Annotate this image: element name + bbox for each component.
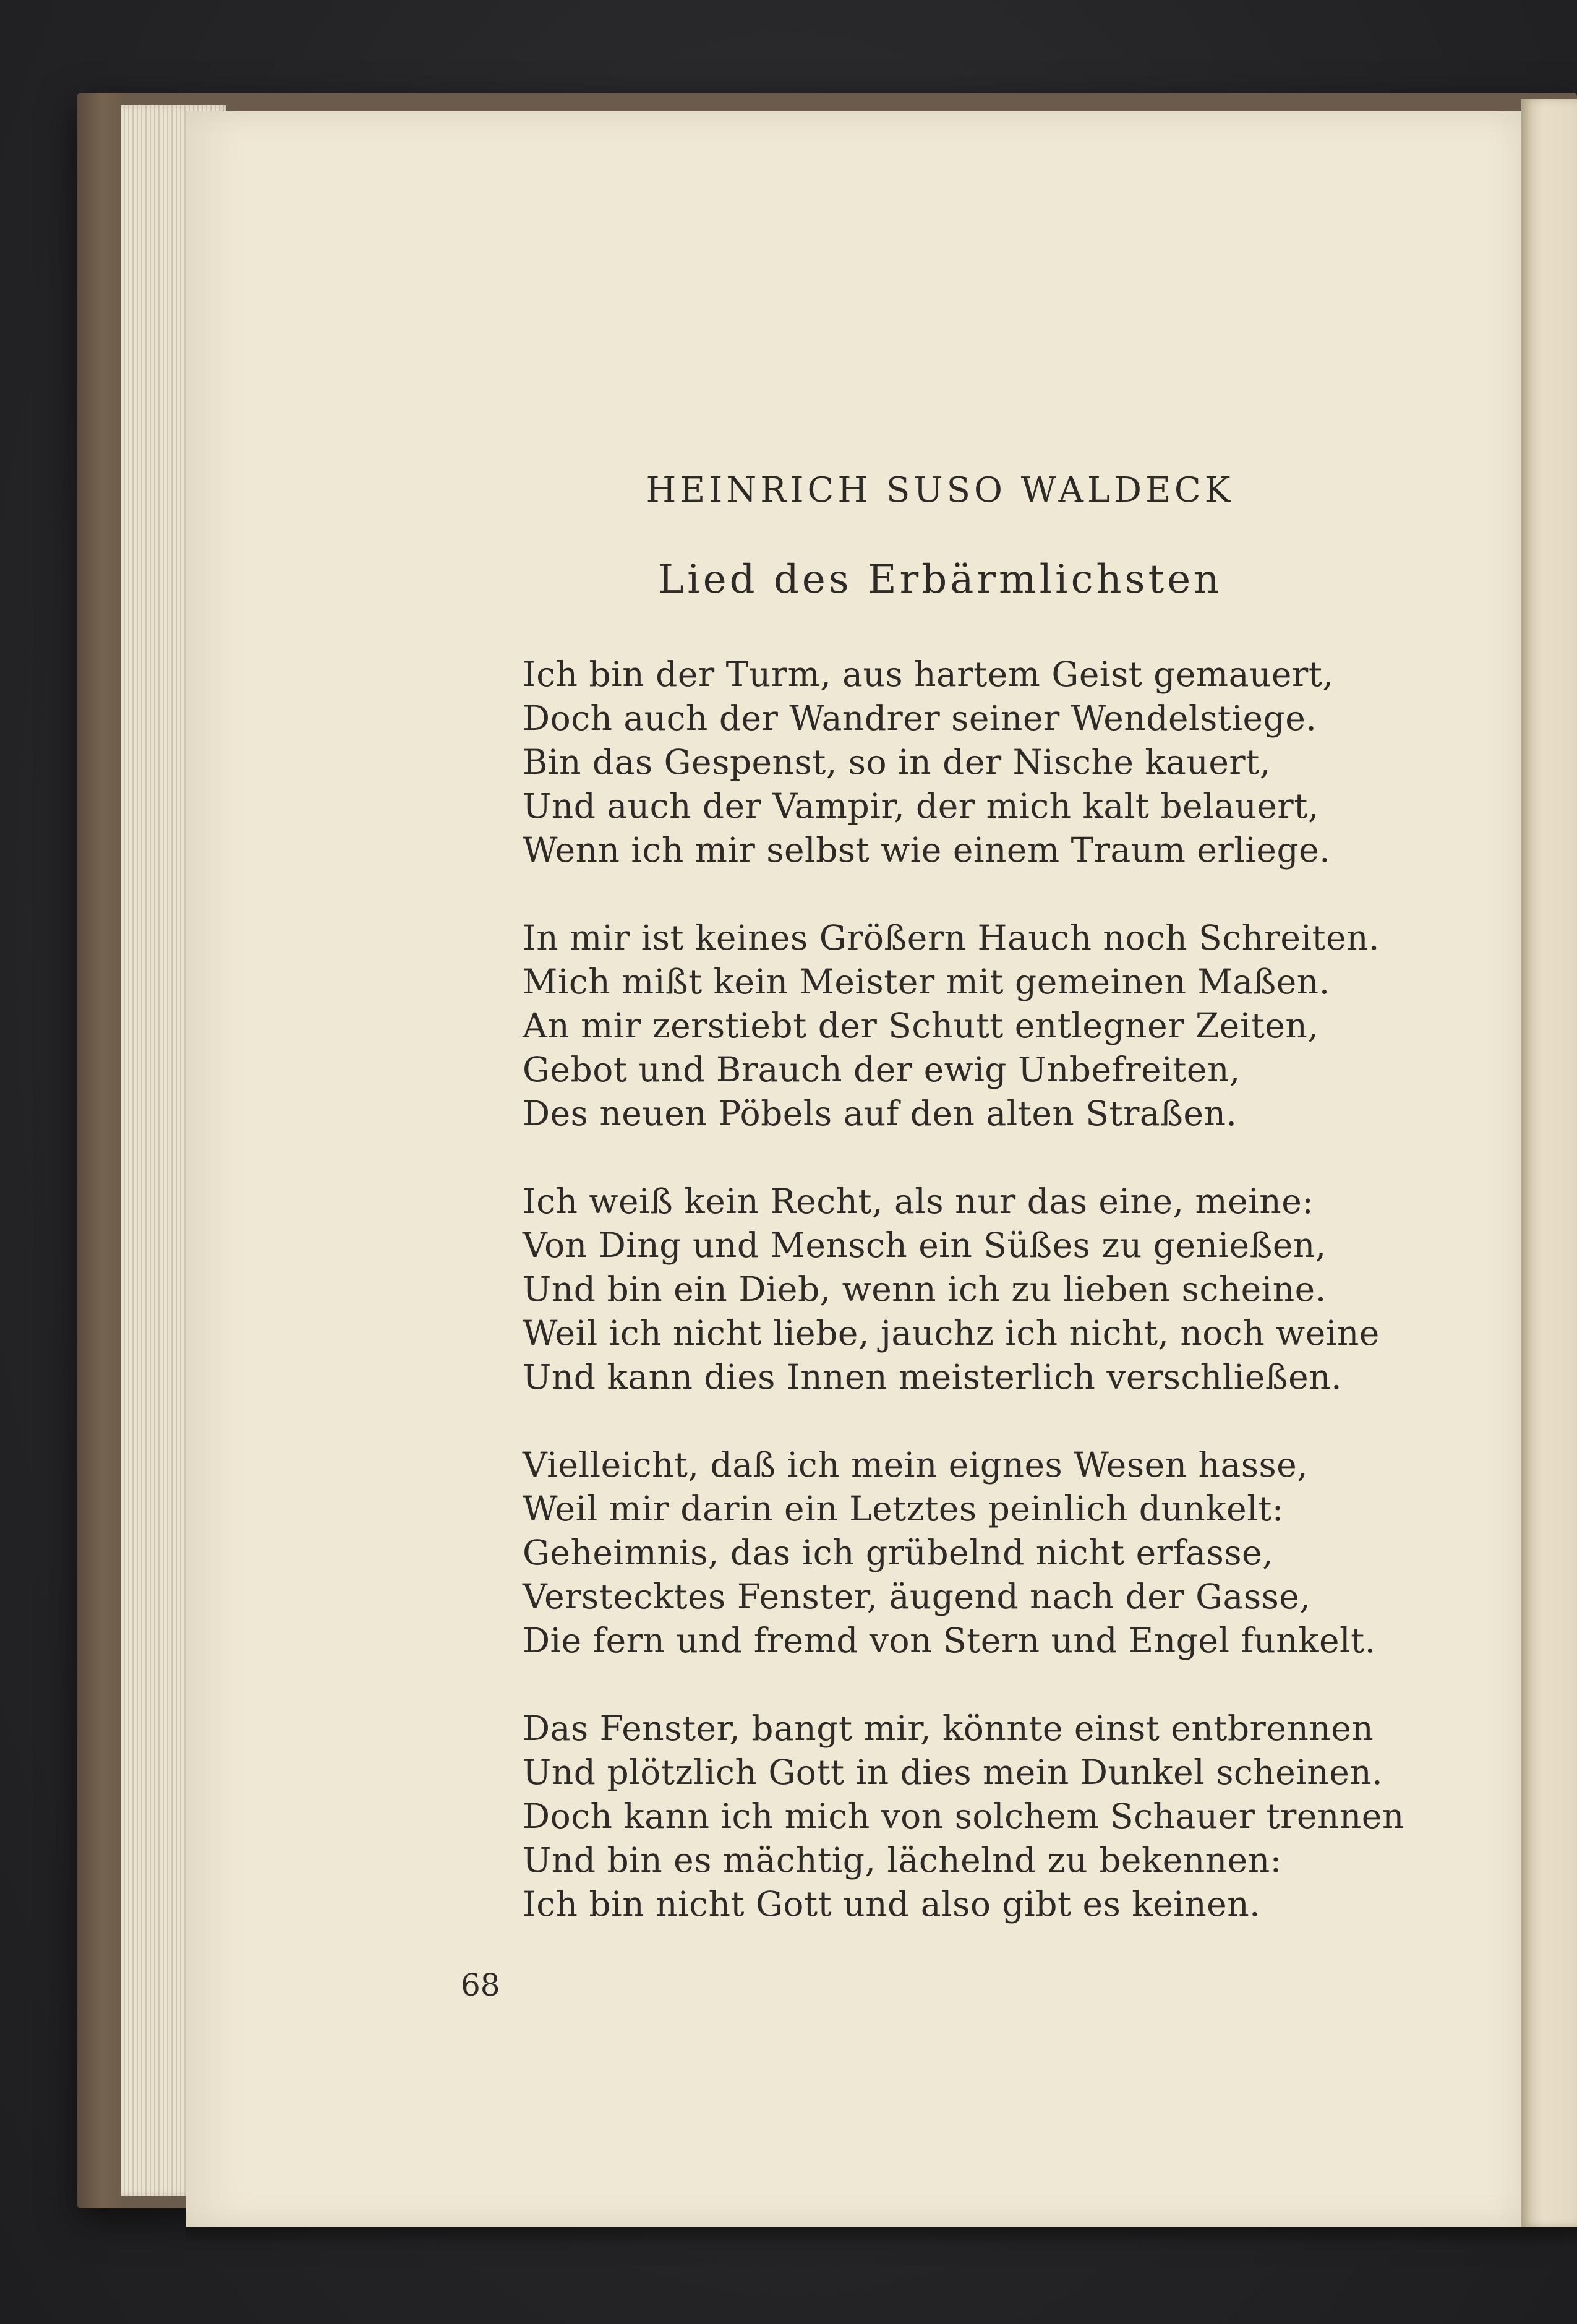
poem-line: Ich bin nicht Gott und also gibt es keinen.	[523, 1884, 1261, 1924]
poem-line: Und plötzlich Gott in dies mein Dunkel scheinen.	[523, 1752, 1383, 1792]
poem-line: Ich weiß kein Recht, als nur das eine, meine:	[523, 1181, 1314, 1221]
stanza	[523, 1443, 1419, 1663]
poem-line: Gebot und Brauch der ewig Unbefreiten,	[523, 1050, 1241, 1089]
poem-line: Und kann dies Innen meisterlich verschließen.	[523, 1357, 1343, 1397]
stanza	[523, 916, 1419, 1136]
poem-line: Und auch der Vampir, der mich kalt belauert,	[523, 786, 1319, 826]
poem-line: Weil mir darin ein Letztes peinlich dunkelt:	[523, 1489, 1284, 1529]
page-bottom-shadow	[186, 2227, 1577, 2245]
poem-title: Lied des Erbärmlichsten	[657, 557, 1223, 602]
poem-line: Von Ding und Mensch ein Süßes zu genießen,	[523, 1225, 1327, 1265]
poem-body	[523, 653, 1419, 1970]
poem-line: Mich mißt kein Meister mit gemeinen Maßen.	[523, 962, 1330, 1001]
poem-line: Bin das Gespenst, so in der Nische kauert,	[523, 742, 1271, 782]
author-name: HEINRICH SUSO WALDECK	[646, 470, 1234, 510]
book-spine-edge	[77, 93, 127, 2208]
poem-line: Doch auch der Wandrer seiner Wendelstiege.	[523, 698, 1317, 738]
page-number: 68	[461, 1967, 500, 2003]
poem-line: Vielleicht, daß ich mein eignes Wesen hasse,	[523, 1445, 1309, 1485]
poem-line: In mir ist keines Größern Hauch noch Schreiten.	[523, 918, 1380, 958]
poem-line: Die fern und fremd von Stern und Engel funkelt.	[523, 1621, 1376, 1660]
poem-line: Geheimnis, das ich grübelnd nicht erfasse,	[523, 1533, 1274, 1572]
poem-line: An mir zerstiebt der Schutt entlegner Zeiten,	[523, 1006, 1319, 1045]
stanza	[523, 1707, 1419, 1926]
poem-line: Doch kann ich mich von solchem Schauer trennen	[523, 1796, 1404, 1836]
poem-line: Das Fenster, bangt mir, könnte einst entbrennen	[523, 1709, 1374, 1748]
poem-line: Des neuen Pöbels auf den alten Straßen.	[523, 1094, 1237, 1133]
poem-line: Wenn ich mir selbst wie einem Traum erliege.	[523, 830, 1331, 870]
stanza	[523, 653, 1419, 872]
poem-line: Verstecktes Fenster, äugend nach der Gasse,	[523, 1577, 1311, 1616]
poem-line: Und bin es mächtig, lächelnd zu bekennen:	[523, 1840, 1282, 1880]
facing-page-edge	[1521, 99, 1577, 2227]
poem-line: Weil ich nicht liebe, jauchz ich nicht, noch weine	[523, 1313, 1380, 1353]
poem-line: Und bin ein Dieb, wenn ich zu lieben scheine.	[523, 1269, 1327, 1309]
poem-line: Ich bin der Turm, aus hartem Geist gemauert,	[523, 654, 1334, 694]
stanza	[523, 1180, 1419, 1399]
